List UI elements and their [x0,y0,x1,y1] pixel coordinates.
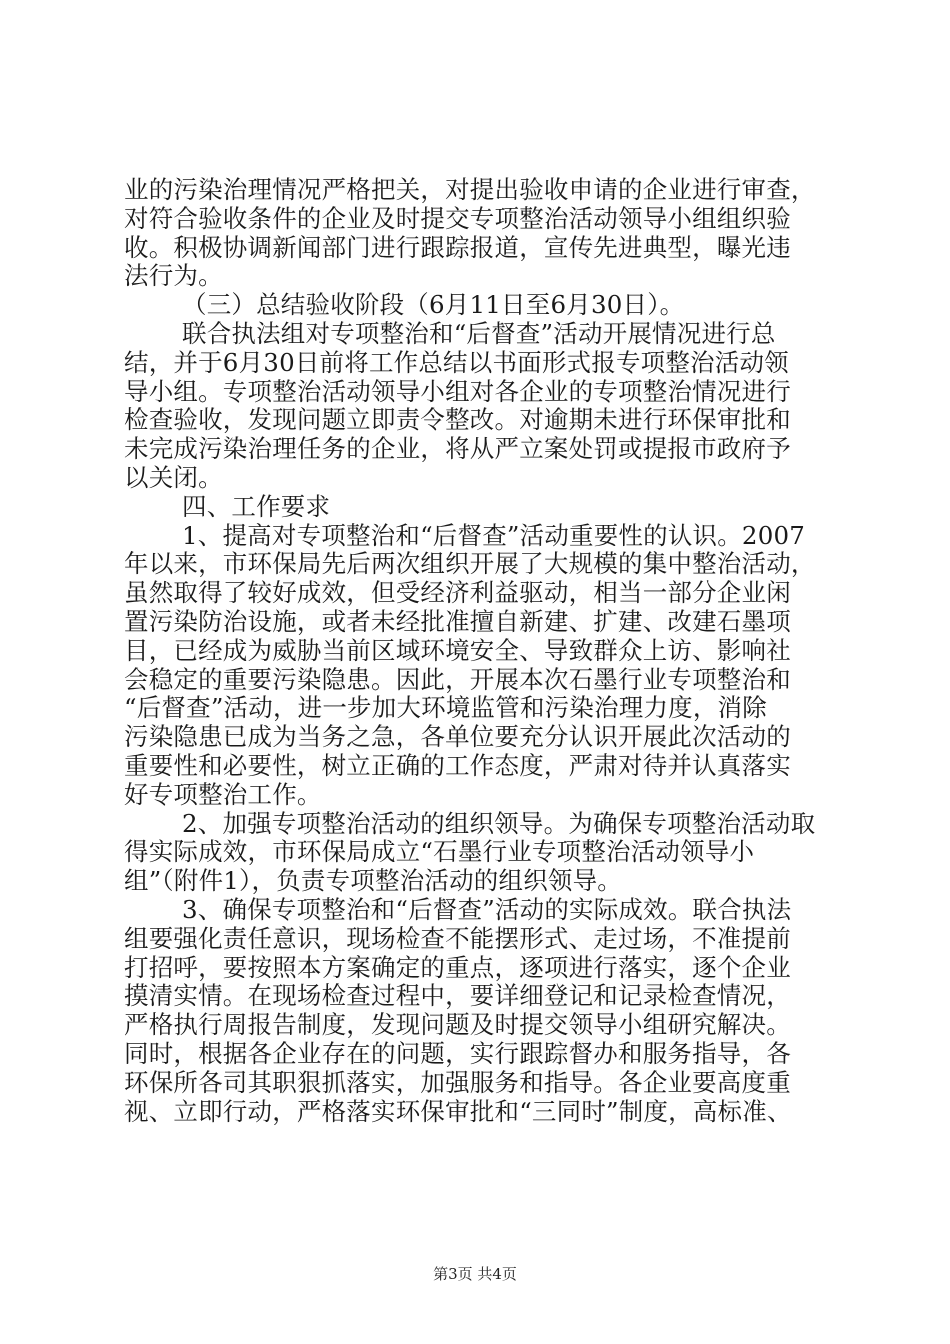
text-line: 检查验收，发现问题立即责令整改。对逾期未进行环保审批和 [124,405,791,435]
text-line: 收。积极协调新闻部门进行跟踪报道，宣传先进典型，曝光违 [124,232,791,262]
text-line: 严格执行周报告制度，发现问题及时提交领导小组研究解决。 [124,1010,791,1040]
text-line: 得实际成效，市环保局成立“石墨行业专项整治活动领导小 [124,837,755,867]
text-line: 联合执法组对专项整治和“后督查”活动开展情况进行总 [182,318,776,348]
text-line: 环保所各司其职狠抓落实，加强服务和指导。各企业要高度重 [124,1067,791,1097]
text-line: 以关闭。 [124,462,223,492]
text-line: 好专项整治工作。 [124,779,322,809]
text-line: 四、工作要求 [182,491,331,521]
text-line: 重要性和必要性，树立正确的工作态度，严肃对待并认真落实 [124,750,791,780]
text-line: 法行为。 [124,261,223,291]
text-line: 业的污染治理情况严格把关，对提出验收申请的企业进行审查， [124,175,816,204]
text-line: 1、提高对专项整治和“后督查”活动重要性的认识。2007 [182,520,806,550]
text-line: 目，已经成为威胁当前区域环境安全、导致群众上访、影响社 [124,635,791,665]
text-line: 导小组。专项整治活动领导小组对各企业的专项整治情况进行 [124,376,791,406]
text-line: 会稳定的重要污染隐患。因此，开展本次石墨行业专项整治和 [124,664,791,694]
text-line: 污染隐患已成为当务之急，各单位要充分认识开展此次活动的 [124,722,791,752]
text-line: 组要强化责任意识，现场检查不能摆形式、走过场，不准提前 [124,923,791,953]
text-line: 置污染防治设施，或者未经批准擅自新建、扩建、改建石墨项 [124,606,791,636]
page-footer: 第3页 共4页 [433,1265,517,1283]
text-line: （三）总结验收阶段（6月11日至6月30日）。 [182,290,685,320]
body-text [124,176,836,1126]
text-line: 虽然取得了较好成效，但受经济利益驱动，相当一部分企业闲 [124,578,791,608]
text-line: 结，并于6月30日前将工作总结以书面形式报专项整治活动领 [124,347,789,377]
text-line: 摸清实情。在现场检查过程中，要详细登记和记录检查情况， [124,981,791,1011]
text-line: 未完成污染治理任务的企业，将从严立案处罚或提报市政府予 [124,434,791,464]
text-line: 同时，根据各企业存在的问题，实行跟踪督办和服务指导，各 [124,1038,791,1068]
text-line: 视、立即行动，严格落实环保审批和“三同时”制度，高标准、 [124,1096,792,1126]
text-line: 打招呼，要按照本方案确定的重点，逐项进行落实，逐个企业 [124,952,791,982]
text-line: “后督查”活动，进一步加大环境监管和污染治理力度，消除 [124,693,767,723]
text-line: 对符合验收条件的企业及时提交专项整治活动领导小组组织验 [124,203,791,233]
text-line: 组”（附件1），负责专项整治活动的组织领导。 [124,866,623,896]
text-line: 年以来，市环保局先后两次组织开展了大规模的集中整治活动， [124,549,816,579]
text-line: 3、确保专项整治和“后督查”活动的实际成效。联合执法 [182,894,792,924]
text-line: 2、加强专项整治活动的组织领导。为确保专项整治活动取 [182,808,816,838]
